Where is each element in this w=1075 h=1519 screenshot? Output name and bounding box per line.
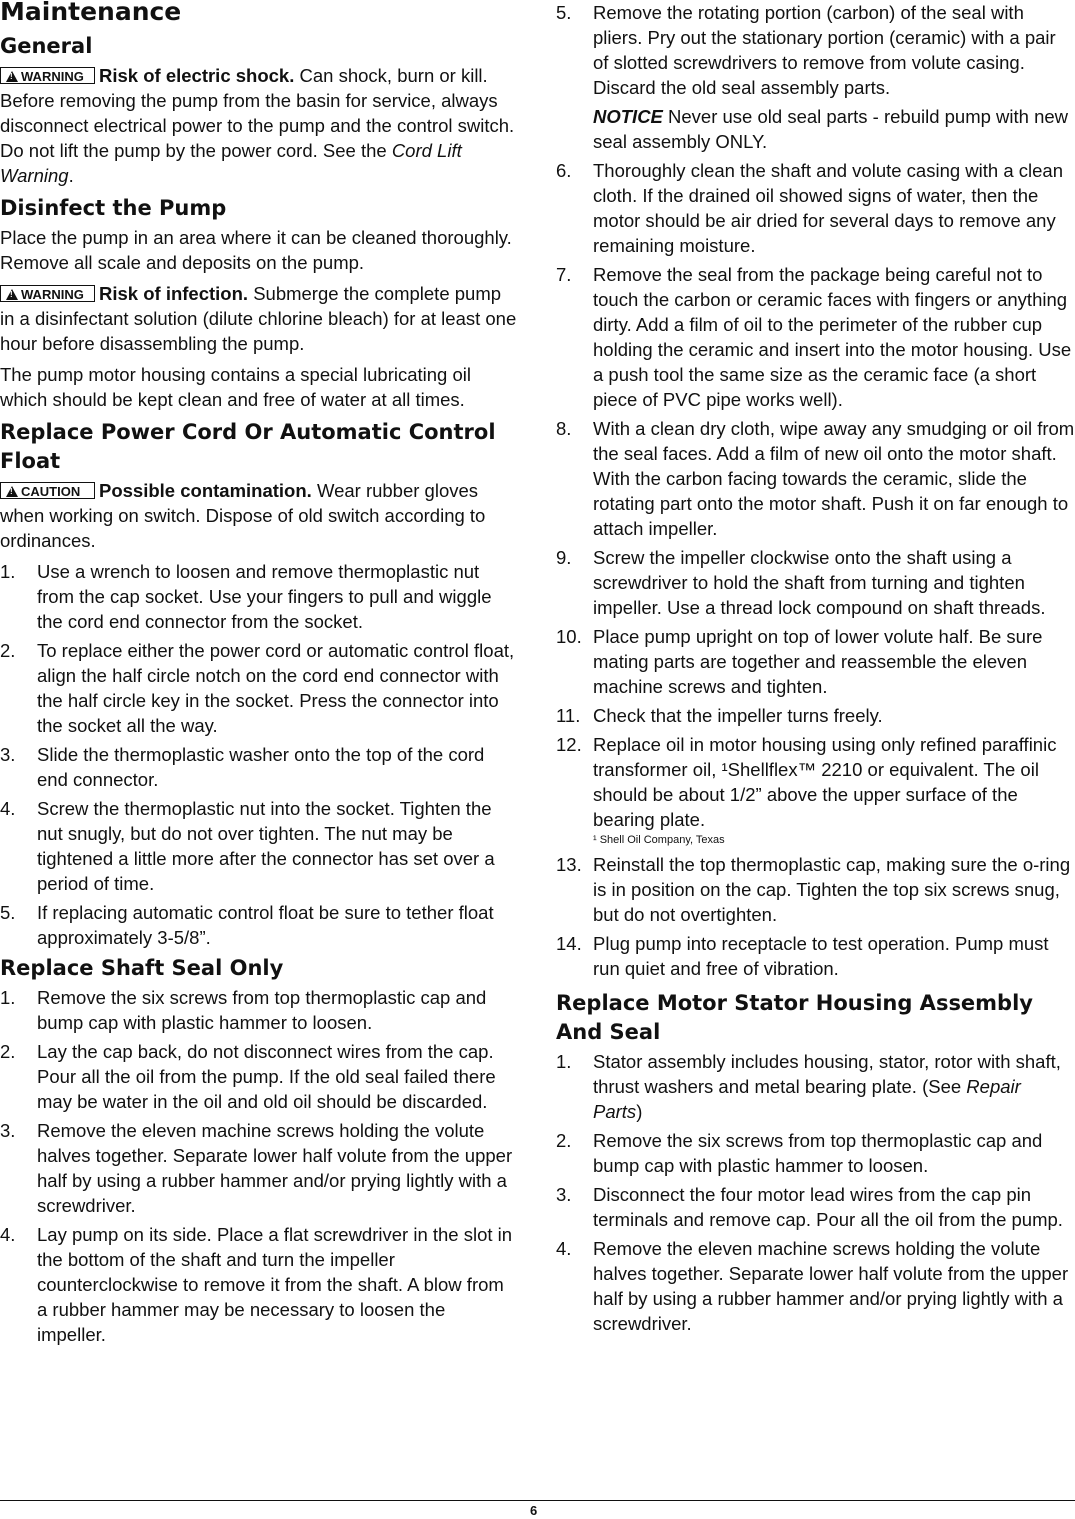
replace-cord-heading: Replace Power Cord Or Automatic Control Float xyxy=(0,420,496,473)
list-item: 5. If replacing automatic control float be sure to tether float approximately 3-5/8”. xyxy=(0,902,494,948)
list-item: 9. Screw the impeller clockwise onto the shaft using a screwdriver to hold the shaft from turning and tighten impeller. Use a thread lock compound on shaft threads. xyxy=(556,547,1046,618)
stator-heading: Replace Motor Stator Housing Assembly And Seal xyxy=(556,991,1033,1044)
list-item: 13. Reinstall the top thermoplastic cap, making sure the o-ring is in position on the cap. Tighten the top six screws snug, but do not overtighten. xyxy=(556,854,1071,925)
list-item: 1. Stator assembly includes housing, stator, rotor with shaft, thrust washers and metal bearing plate. (See Repair Parts) xyxy=(556,1051,1061,1122)
list-item: 3. Slide the thermoplastic washer onto the top of the cord end connector. xyxy=(0,744,485,790)
warning-triangle-icon xyxy=(6,71,18,82)
shaft-seal-steps-left xyxy=(0,985,518,1347)
stator-steps xyxy=(556,1049,1075,1336)
general-heading: General xyxy=(0,34,93,58)
list-item: 2. Lay the cap back, do not disconnect wires from the cap. Pour all the oil from the pump. If the old seal failed there may be water in the oil and old oil should be discarded. xyxy=(0,1041,496,1112)
list-item: 4. Remove the eleven machine screws holding the volute halves together. Separate lower half volute from the upper half by using a rubber hammer and/or prying lightly with a screwdriver. xyxy=(556,1238,1069,1334)
disinfect-warning: !WARNING Risk of infection. Submerge the complete pump in a disinfectant solution (dilute chlorine bleach) for at least one hour before disassembling the pump. xyxy=(0,281,518,356)
warning-badge: !WARNING xyxy=(0,285,95,302)
list-item: 10. Place pump upright on top of lower volute half. Be sure mating parts are together and reassemble the eleven machine screws and tighten. xyxy=(556,626,1043,697)
list-item: 1. Use a wrench to loosen and remove thermoplastic nut from the cap socket. Use your fingers to pull and wiggle the cord end connector from the socket. xyxy=(0,561,492,632)
general-warning: !WARNING Risk of electric shock. Can shock, burn or kill. Before removing the pump from the basin for service, always disconnect electrical power to the pump and the control switch. Do not lift the pump by the power cord. See the Cord Lift Warning. xyxy=(0,63,518,188)
caution-badge: !CAUTION xyxy=(0,482,95,499)
left-column xyxy=(0,0,518,1351)
shaft-seal-heading: Replace Shaft Seal Only xyxy=(0,956,284,980)
list-item: 12. Replace oil in motor housing using only refined paraffinic transformer oil, ¹Shellflex™ 2210 or equivalent. The oil should be about 1/2” above the upper surface of the bearing plate. ¹ Shell Oil Company, Texas xyxy=(556,732,1075,848)
replace-cord-steps xyxy=(0,559,518,950)
list-item: 4. Screw the thermoplastic nut into the socket. Tighten the nut snugly, but do not over tighten. The nut may be tightened a little more after the connector has set over a period of time. xyxy=(0,798,495,894)
warning-triangle-icon xyxy=(6,289,18,300)
list-item: 3. Disconnect the four motor lead wires from the cap pin terminals and remove cap. Pour all the oil from the pump. xyxy=(556,1184,1063,1230)
replace-cord-caution: !CAUTION Possible contamination. Wear rubber gloves when working on switch. Dispose of old switch according to ordinances. xyxy=(0,478,518,553)
page-title: Maintenance xyxy=(0,0,182,26)
notice-paragraph: NOTICE Never use old seal parts - rebuild pump with new seal assembly ONLY. xyxy=(593,106,1069,152)
footnote: ¹ Shell Oil Company, Texas xyxy=(593,834,725,846)
list-item: 2. Remove the six screws from top thermoplastic cap and bump cap with plastic hammer to loosen. xyxy=(556,1130,1043,1176)
disinfect-note: The pump motor housing contains a special lubricating oil which should be kept clean and free of water at all times. xyxy=(0,364,471,410)
shaft-seal-steps-right xyxy=(556,0,1075,981)
list-item: 5. Remove the rotating portion (carbon) of the seal with pliers. Pry out the stationary portion (ceramic) with a pair of slotted screwdrivers to remove from volute casing. Discard the old seal assembly parts. NOTICE Never use old seal parts - rebuild pump with new seal assembly ONLY. xyxy=(556,0,1075,154)
list-item: 4. Lay pump on its side. Place a flat screwdriver in the slot in the bottom of the shaft and turn the impeller counterclockwise to remove it from the shaft. A blow from a rubber hammer may be necessary to loosen the impeller. xyxy=(0,1224,513,1345)
right-column xyxy=(556,0,1075,1340)
list-item: 1. Remove the six screws from top thermoplastic cap and bump cap with plastic hammer to loosen. xyxy=(0,987,487,1033)
list-item: 14. Plug pump into receptacle to test operation. Pump must run quiet and free of vibration. xyxy=(556,933,1049,979)
disinfect-heading: Disinfect the Pump xyxy=(0,196,227,220)
caution-triangle-icon xyxy=(6,486,18,497)
list-item: 3. Remove the eleven machine screws holding the volute halves together. Separate lower half volute from the upper half by using a rubber hammer and/or prying lightly with a screwdriver. xyxy=(0,1120,513,1216)
disinfect-intro: Place the pump in an area where it can be cleaned thoroughly. Remove all scale and deposits on the pump. xyxy=(0,227,512,273)
list-item: 7. Remove the seal from the package being careful not to touch the carbon or ceramic faces with fingers or anything dirty. Add a film of oil to the perimeter of the rubber cup holding the ceramic and insert into the motor housing. Use a push tool the same size as the ceramic face (a short piece of PVC pipe works well). xyxy=(556,264,1072,410)
page-number: 6 xyxy=(530,1503,538,1518)
list-item: 8. With a clean dry cloth, wipe away any smudging or oil from the seal faces. Add a film of new oil onto the motor shaft. With the carbon facing towards the ceramic, slide the rotating part onto the motor shaft. Push it on far enough to attach impeller. xyxy=(556,418,1075,539)
list-item: 6. Thoroughly clean the shaft and volute casing with a clean cloth. If the drained oil showed signs of water, then the motor should be air dried for several days to remove any remaining moisture. xyxy=(556,160,1063,256)
footer-divider xyxy=(0,1500,1075,1501)
list-item: 2. To replace either the power cord or automatic control float, align the half circle notch on the cord end connector with the half circle key in the socket. Press the connector into the socket all the way. xyxy=(0,640,515,736)
warning-badge: !WARNING xyxy=(0,67,95,84)
list-item: 11. Check that the impeller turns freely. xyxy=(556,705,883,726)
